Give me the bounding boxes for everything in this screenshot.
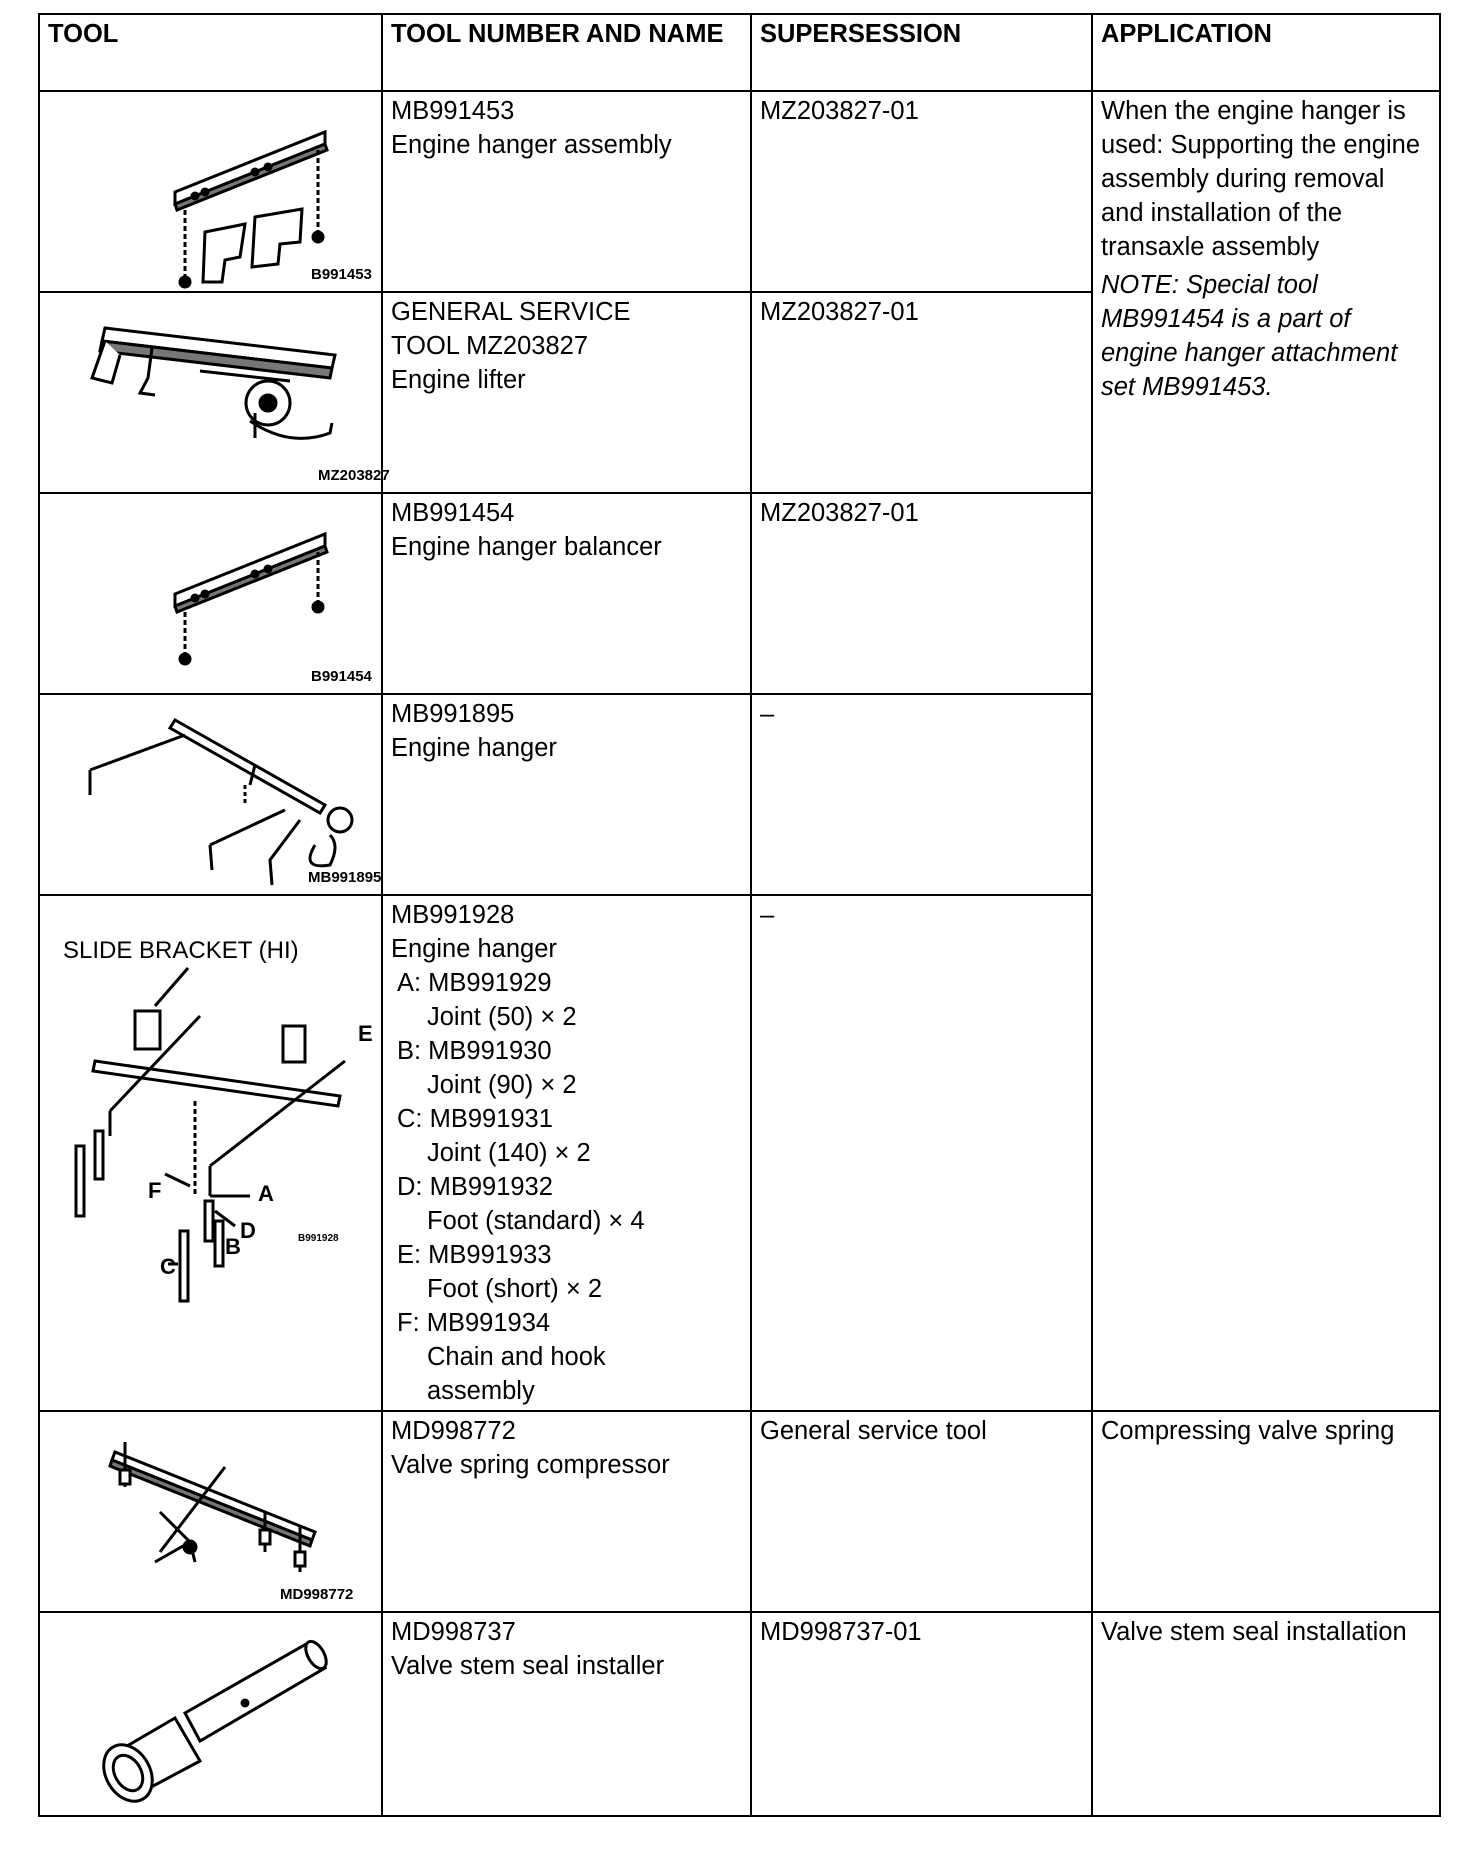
figure-letter-f: F <box>148 1178 162 1203</box>
part-desc: Joint (50) × 2 <box>427 1003 577 1031</box>
tool-number-cell <box>382 1612 751 1816</box>
tool-name: Engine hanger <box>391 935 557 963</box>
engine-hanger-balancer-drawing <box>40 494 381 693</box>
tool-number-line-2: TOOL MZ203827 <box>391 332 589 360</box>
figure-letter-b: B <box>225 1234 241 1259</box>
supersession-cell: – <box>751 694 1092 895</box>
tool-number-cell <box>382 91 751 292</box>
part-desc: Foot (standard) × 4 <box>427 1207 645 1235</box>
application-note: NOTE: Special tool MB991454 is a part of engine hanger attachment set MB991453. <box>1101 271 1398 401</box>
table-row <box>39 1612 1440 1816</box>
tool-figure-cell <box>39 493 382 694</box>
header-application: APPLICATION <box>1092 14 1440 91</box>
part-code: C: MB991931 <box>397 1105 553 1133</box>
part-desc: Joint (140) × 2 <box>427 1139 591 1167</box>
figure-letter-e: E <box>358 1021 373 1046</box>
figure-code-label: B991453 <box>311 266 372 283</box>
supersession-cell: MD998737-01 <box>751 1612 1092 1816</box>
table-row <box>39 91 1440 292</box>
special-tools-table <box>38 13 1441 1817</box>
figure-code-label: MZ203827 <box>318 467 390 484</box>
figure-title: SLIDE BRACKET (HI) <box>63 937 299 964</box>
tool-number: MD998772 <box>391 1417 516 1445</box>
supersession-cell: General service tool <box>751 1411 1092 1612</box>
part-code: F: MB991934 <box>397 1309 551 1337</box>
tool-figure-cell <box>39 895 382 1411</box>
supersession-cell: MZ203827-01 <box>751 493 1092 694</box>
supersession-cell: MZ203827-01 <box>751 91 1092 292</box>
tool-figure-cell <box>39 292 390 493</box>
tool-name: Engine lifter <box>391 366 526 394</box>
tool-figure-cell <box>39 1612 382 1816</box>
supersession-cell: – <box>751 895 1092 1411</box>
engine-lifter-drawing <box>40 293 390 492</box>
figure-code-label: B991928 <box>298 1233 339 1244</box>
tool-number: MB991453 <box>391 97 515 125</box>
tool-number-cell <box>382 292 751 493</box>
tool-number-line-1: GENERAL SERVICE <box>391 298 631 326</box>
tool-number-cell <box>382 694 751 895</box>
tool-name: Engine hanger balancer <box>391 533 662 561</box>
part-desc: Foot (short) × 2 <box>427 1275 603 1303</box>
part-code: D: MB991932 <box>397 1173 553 1201</box>
figure-code-label: MB991895 <box>308 869 382 886</box>
tool-figure-cell <box>39 694 382 895</box>
tool-name: Engine hanger <box>391 734 557 762</box>
application-cell: Compressing valve spring <box>1092 1411 1440 1612</box>
header-row <box>39 14 1440 91</box>
tool-number-cell <box>382 493 751 694</box>
part-desc: Chain and hook <box>427 1343 606 1371</box>
figure-code-label: MD998772 <box>280 1586 354 1603</box>
part-code: E: MB991933 <box>397 1241 552 1269</box>
part-code: A: MB991929 <box>397 969 552 997</box>
tool-number-cell <box>382 895 751 1411</box>
tool-figure-cell <box>39 1411 382 1612</box>
engine-hanger-kit-drawing <box>40 896 381 1410</box>
figure-code-label: B991454 <box>311 668 372 685</box>
figure-letter-c: C <box>160 1254 176 1279</box>
tool-number-cell <box>382 1411 751 1612</box>
tool-name: Engine hanger assembly <box>391 131 672 159</box>
table-row <box>39 1411 1440 1612</box>
tool-number: MB991454 <box>391 499 515 527</box>
application-text: When the engine hanger is used: Supporting the engine assembly during removal and installation of the transaxle assembly <box>1101 97 1420 261</box>
part-desc: Joint (90) × 2 <box>427 1071 577 1099</box>
part-code: B: MB991930 <box>397 1037 552 1065</box>
header-supersession: SUPERSESSION <box>751 14 1092 91</box>
figure-letter-a: A <box>258 1181 274 1206</box>
tool-number: MD998737 <box>391 1618 516 1646</box>
valve-spring-compressor-drawing <box>40 1412 381 1611</box>
header-tool: TOOL <box>39 14 382 91</box>
part-desc-continued: assembly <box>427 1377 535 1405</box>
tool-number: MB991928 <box>391 901 515 929</box>
tool-number: MB991895 <box>391 700 515 728</box>
engine-hanger-assembly-drawing <box>40 92 381 291</box>
supersession-cell: MZ203827-01 <box>751 292 1092 493</box>
tool-name: Valve spring compressor <box>391 1451 670 1479</box>
figure-letter-d: D <box>240 1218 256 1243</box>
header-tool-number-and-name: TOOL NUMBER AND NAME <box>382 14 751 91</box>
engine-hanger-drawing <box>40 695 381 894</box>
tool-name: Valve stem seal installer <box>391 1652 665 1680</box>
application-cell: Valve stem seal installation <box>1092 1612 1440 1816</box>
tool-figure-cell <box>39 91 382 292</box>
application-cell-shared <box>1092 91 1440 1411</box>
valve-stem-seal-installer-drawing <box>40 1613 381 1815</box>
